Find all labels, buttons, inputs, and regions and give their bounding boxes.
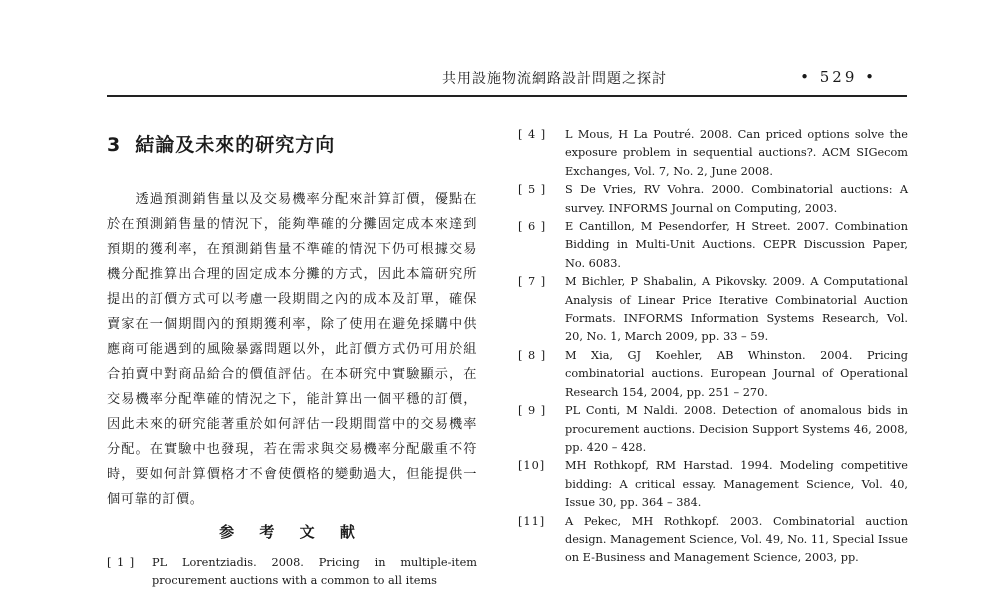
reference-number: [ 4 ] bbox=[518, 128, 547, 141]
reference-number: [ 6 ] bbox=[518, 220, 547, 234]
section-title: 結論及未來的研究方向 bbox=[135, 134, 336, 156]
running-title: 共用設施物流網路設計問題之探討 bbox=[442, 71, 667, 87]
reference-number: [ 9 ] bbox=[518, 404, 547, 418]
reference-item bbox=[518, 181, 908, 218]
reference-item bbox=[518, 273, 908, 347]
references-heading: 参 考 文 献 bbox=[219, 523, 365, 541]
reference-item bbox=[518, 218, 908, 273]
reference-number: [ 1 ] bbox=[107, 556, 136, 569]
reference-text: L Mous, H La Poutré. 2008. Can priced options solve the exposure problem in sequential auctions?. ACM SIGecom Exchanges, Vol. 7, No. 2, June 2008. bbox=[565, 128, 908, 178]
reference-text: M Xia, GJ Koehler, AB Whinston. 2004. Pricing combinatorial auctions. European Journal of Operational Research 154, 2004, pp. 251 – 270. bbox=[565, 348, 908, 399]
section-heading bbox=[107, 130, 477, 157]
reference-item bbox=[518, 513, 908, 568]
header-rule bbox=[107, 95, 907, 97]
reference-text: MH Rothkopf, RM Harstad. 1994. Modeling competitive bidding: A critical essay. Management Science, Vol. 40, Issue 30, pp. 364 – 384. bbox=[565, 459, 908, 510]
left-column bbox=[107, 130, 477, 591]
reference-item bbox=[518, 347, 908, 402]
reference-text: M Bichler, P Shabalin, A Pikovsky. 2009. A Computational Analysis of Linear Price Iterative Combinatorial Auction Formats. INFORMS Information Systems Research, Vol. 20, No. 1, March 2009, pp. 33 – 59. bbox=[565, 275, 908, 344]
reference-text: A Pekec, MH Rothkopf. 2003. Combinatorial auction design. Management Science, Vol. 49, No. 11, Special Issue on E-Business and Management Science, 2003, pp. bbox=[565, 514, 908, 565]
page-number: • 529 • bbox=[800, 68, 877, 86]
reference-number: [ 8 ] bbox=[518, 348, 547, 362]
reference-number: [ 7 ] bbox=[518, 275, 547, 289]
reference-text: PL Lorentziadis. 2008. Pricing in multiple-item procurement auctions with a common to all items bbox=[152, 556, 477, 588]
conclusion-paragraph bbox=[107, 187, 477, 512]
right-column bbox=[518, 126, 908, 568]
section-number: 3 bbox=[107, 134, 122, 156]
page-header bbox=[107, 68, 907, 94]
reference-item bbox=[518, 402, 908, 457]
reference-text: S De Vries, RV Vohra. 2000. Combinatorial auctions: A survey. INFORMS Journal on Computing, 2003. bbox=[565, 183, 908, 215]
conclusion-paragraph-text: 透過預測銷售量以及交易機率分配來計算訂價，優點在於在預測銷售量的情況下，能夠準確的分攤固定成本來達到預期的獲利率，在預測銷售量不準確的情況下仍可根據交易機分配推算出合理的固定成本分攤的方式，因此本篇研究所提出的訂價方式可以考慮一段期間之內的成本及訂單，確保賣家在一個期間內的預期獲利率，除了使用在避免採購中供應商可能遇到的風險暴露問題以外，此訂價方式仍可用於組合拍賣中對商品給合的價值評估。在本研究中實驗顯示，在交易機率分配準確的情況之下，能計算出一個平穩的訂價，因此未來的研究能著重於如何評估一段期間當中的交易機率分配。在實驗中也發現，若在需求與交易機率分配嚴重不符時，要如何計算價格才不會使價格的變動過大，但能提供一個可靠的訂價。 bbox=[107, 192, 477, 507]
reference-item bbox=[107, 554, 477, 591]
reference-number: [ 5 ] bbox=[518, 183, 547, 197]
reference-item bbox=[518, 457, 908, 512]
reference-text: PL Conti, M Naldi. 2008. Detection of anomalous bids in procurement auctions. Decision Support Systems 46, 2008, pp. 420 – 428. bbox=[565, 404, 908, 454]
reference-number: [10] bbox=[518, 459, 546, 473]
reference-text: E Cantillon, M Pesendorfer, H Street. 2007. Combination Bidding in Multi-Unit Auctions. CEPR Discussion Paper, No. 6083. bbox=[565, 220, 908, 270]
reference-number: [11] bbox=[518, 514, 546, 528]
reference-item bbox=[518, 126, 908, 181]
